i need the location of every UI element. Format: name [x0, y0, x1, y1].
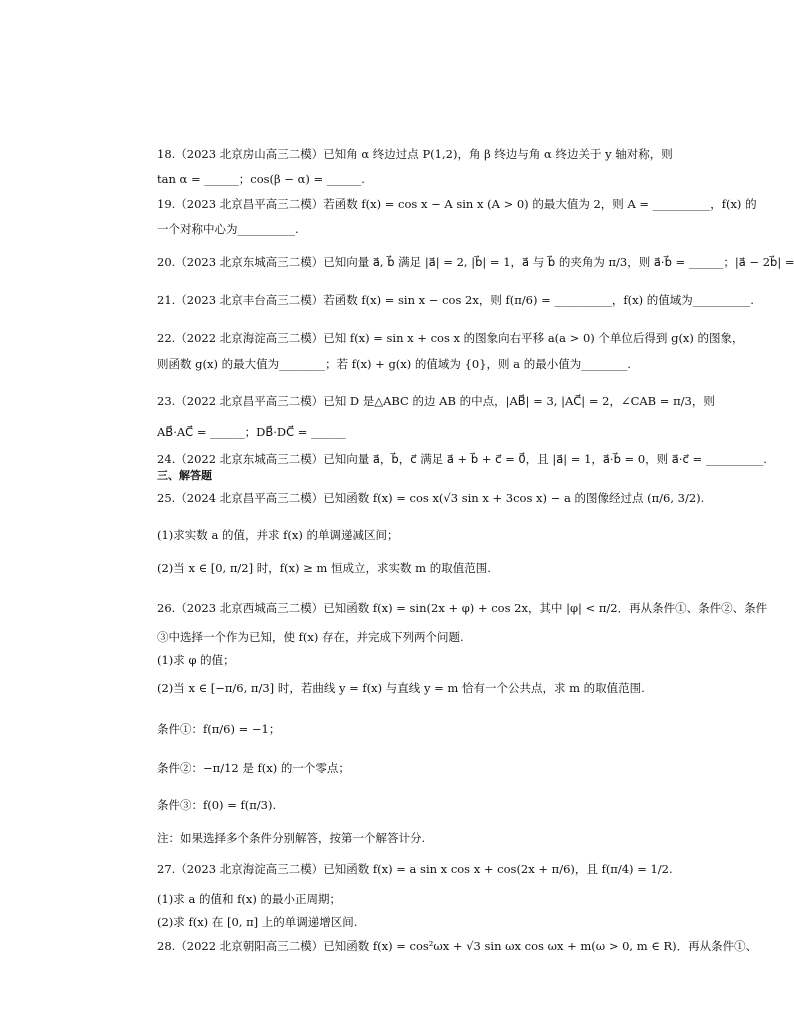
question-22-line-1: 22.（2022 北京海淀高三二模）已知 f(x) = sin x + cos x 的图象向右平移 a(a > 0) 个单位后得到 g(x) 的图象， — [157, 331, 744, 345]
question-18-line-2: tan α = ______；cos(β − α) = ______. — [157, 172, 365, 186]
question-21: 21.（2023 北京丰台高三二模）若函数 f(x) = sin x − cos 2x，则 f(π/6) = __________，f(x) 的值域为__________. — [157, 293, 754, 307]
question-19-line-2: 一个对称中心为__________. — [157, 222, 299, 236]
question-26-line-3: (1)求 φ 的值； — [157, 653, 235, 667]
question-26-line-4: (2)当 x ∈ [−π/6, π/3] 时，若曲线 y = f(x) 与直线 y = m 恰有一个公共点，求 m 的取值范围. — [157, 681, 645, 695]
question-25-line-2: (1)求实数 a 的值，并求 f(x) 的单调递减区间； — [157, 528, 399, 542]
question-26-condition-2: 条件②：−π/12 是 f(x) 的一个零点； — [157, 761, 350, 775]
question-25-line-1: 25.（2024 北京昌平高三二模）已知函数 f(x) = cos x(√3 sin x + 3cos x) − a 的图像经过点 (π/6, 3/2). — [157, 491, 705, 505]
question-26-condition-3: 条件③：f(0) = f(π/3). — [157, 798, 277, 812]
question-26-condition-1: 条件①：f(π/6) = −1； — [157, 722, 281, 736]
question-27-line-3: (2)求 f(x) 在 [0, π] 上的单调递增区间. — [157, 915, 358, 929]
question-28-line-1: 28.（2022 北京朝阳高三二模）已知函数 f(x) = cos²ωx + √3 sin ωx cos ωx + m(ω > 0, m ∈ R)．再从条件①、 — [157, 939, 758, 953]
question-26-line-2: ③中选择一个作为已知，使 f(x) 存在，并完成下列两个问题. — [157, 630, 464, 644]
question-27-line-1: 27.（2023 北京海淀高三二模）已知函数 f(x) = a sin x cos x + cos(2x + π/6)，且 f(π/4) = 1/2. — [157, 862, 673, 876]
question-19-line-1: 19.（2023 北京昌平高三二模）若函数 f(x) = cos x − A sin x (A > 0) 的最大值为 2，则 A = __________，f(x) 的 — [157, 197, 757, 211]
question-23-line-1: 23.（2022 北京昌平高三二模）已知 D 是△ABC 的边 AB 的中点，|AB⃗| = 3, |AC⃗| = 2，∠CAB = π/3，则 — [157, 394, 715, 408]
question-22-line-2: 则函数 g(x) 的最大值为________；若 f(x) + g(x) 的值域为 {0}，则 a 的最小值为________. — [157, 357, 631, 371]
question-26-line-1: 26.（2023 北京西城高三二模）已知函数 f(x) = sin(2x + φ) + cos 2x，其中 |φ| < π/2．再从条件①、条件②、条件 — [157, 601, 768, 615]
question-20: 20.（2023 北京东城高三二模）已知向量 a⃗, b⃗ 满足 |a⃗| = 2, |b⃗| = 1，a⃗ 与 b⃗ 的夹角为 π/3，则 a⃗·b⃗ = ______；|a⃗ − 2b⃗| = — [157, 255, 794, 269]
section-title: 三、解答题 — [157, 469, 212, 482]
question-23-line-2: AB⃗·AC⃗ = ______；DB⃗·DC⃗ = ______ — [157, 425, 346, 439]
question-25-line-3: (2)当 x ∈ [0, π/2] 时，f(x) ≥ m 恒成立，求实数 m 的取值范围. — [157, 561, 491, 575]
question-26-note: 注：如果选择多个条件分别解答，按第一个解答计分. — [157, 831, 426, 845]
question-24: 24.（2022 北京东城高三二模）已知向量 a⃗，b⃗，c⃗ 满足 a⃗ + b⃗ + c⃗ = 0⃗，且 |a⃗| = 1，a⃗·b⃗ = 0，则 a⃗·c⃗ = __________. — [157, 452, 767, 466]
question-27-line-2: (1)求 a 的值和 f(x) 的最小正周期； — [157, 892, 341, 906]
question-18-line-1: 18.（2023 北京房山高三二模）已知角 α 终边过点 P(1,2)，角 β 终边与角 α 终边关于 y 轴对称，则 — [157, 147, 673, 161]
